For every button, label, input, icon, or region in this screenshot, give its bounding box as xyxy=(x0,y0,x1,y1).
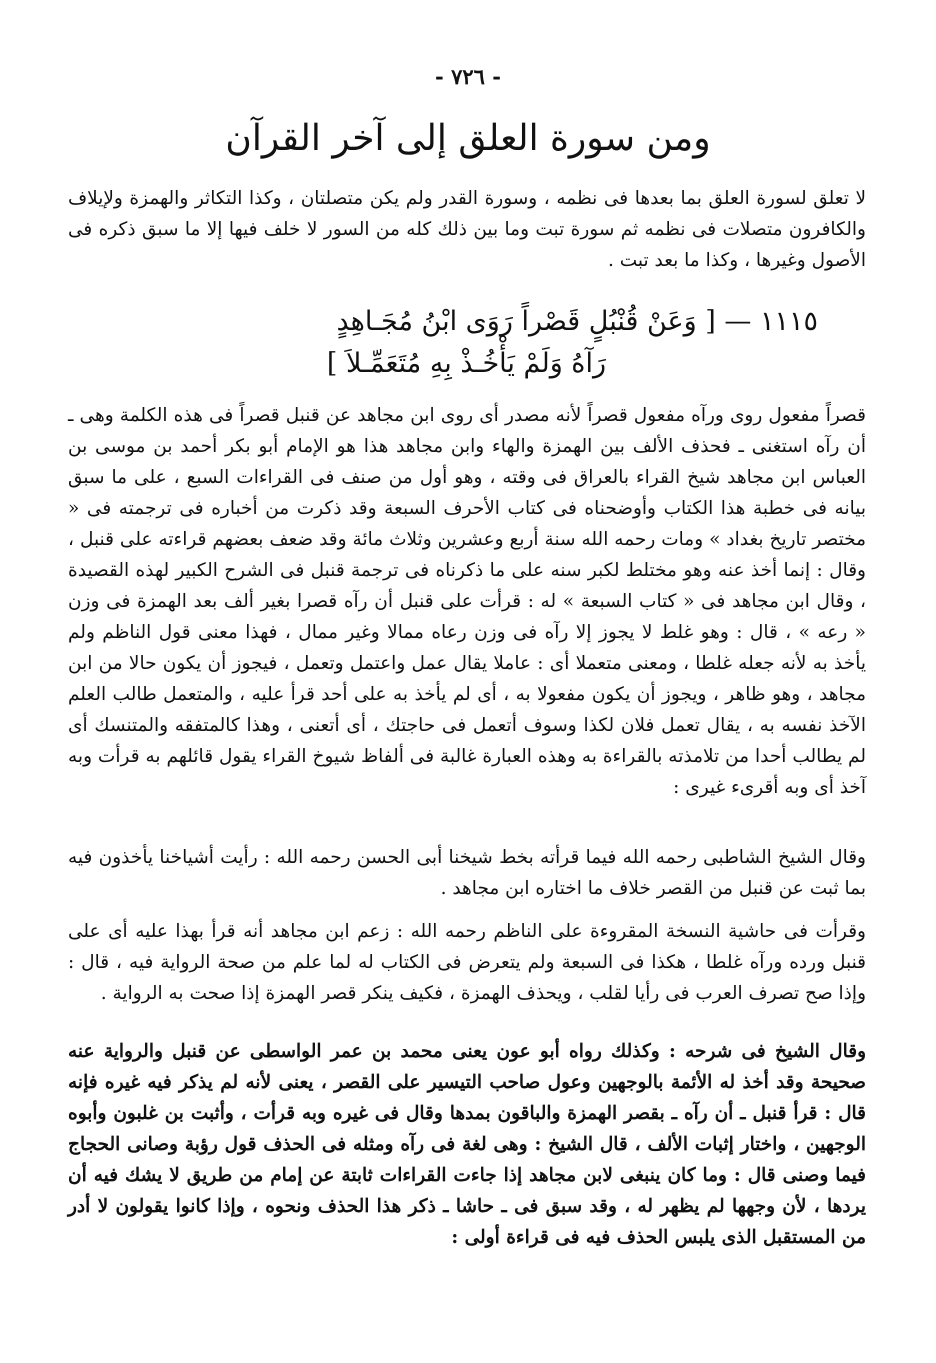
chapter-title: ومن سورة العلق إلى آخر القرآن xyxy=(225,118,711,159)
verse-line-1: ١١١٥ — [ وَعَنْ قُنْبُلٍ قَصْراً رَوَى ابْنُ مُجَـاهِدٍ xyxy=(336,306,818,337)
page-number: - ٧٢٦ - xyxy=(435,64,501,89)
commentary-paragraph: قصراً مفعول روى ورآه مفعول قصراً لأنه مصدر أى روى ابن مجاهد عن قنبل قصراً فى هذه الكلمة وهى ـ أن رآه استغنى ـ فحذف الألف بين الهمزة والهاء وابن مجاهد هذا هو الإمام أبو بكر أحمد بن موسى بن العباس ابن مجاهد شيخ القراء بالعراق فى وقته ، وهو أول من صنف فى القراءات السبع ، على ما سبق بيانه فى خطبة هذا الكتاب وأوضحناه فى كتاب الأحرف السبعة وقد ذكرت من أخباره فى ترجمته فى « مختصر تاريخ بغداد » ومات رحمه الله سنة أربع وعشرين وثلاث مائة وقد ضعف بعضهم قراءته على قنبل ، وقال : إنما أخذ عنه وهو مختلط لكبر سنه على ما ذكرناه فى ترجمة قنبل فى الشرح الكبير لهذه القصيدة ، وقال ابن مجاهد فى « كتاب السبعة » له : قرأت على قنبل أن رآه قصرا بغير ألف بعد الهمزة فى وزن « رعه » ، قال : وهو غلط لا يجوز إلا رآه فى وزن رعاه ممالا وغير ممال ، فهذا معنى قول الناظم ولم يأخذ به لأنه جعله غلطا ، ومعنى متعملا أى : عاملا يقال عمل واعتمل وتعمل ، فيجوز أن يكون حالا من ابن مجاهد ، وهو ظاهر ، ويجوز أن يكون مفعولا به ، أى لم يأخذ به على أحد قرأ عليه ، والمتعمل طالب العلم الآخذ نفسه به ، يقال تعمل فلان لكذا وسوف أتعمل فى حاجتك ، أى أتعنى ، وهذا كالمتفقه والمتنسك أى لم يطالب أحدا من تلامذته بالقراءة به وهذه العبارة غالبة فى ألفاظ شيوخ القراء يقول قائلهم به قرأت وبه آخذ أى وبه أقرىء غيرى : xyxy=(68,405,866,798)
manuscript-note-paragraph: وقرأت فى حاشية النسخة المقروءة على الناظم رحمه الله : زعم ابن مجاهد أنه قرأ بهذا عليه أى على قنبل ورده ورآه غلطا ، هكذا فى السبعة ولم يتعرض فى الكتاب له لما علم من صحة الرواية فيه ، قال : وإذا صح تصرف العرب فى رأيا لقلب ، ويحذف الهمزة ، فكيف ينكر قصر الهمزة إذا صحت به الرواية . xyxy=(68,921,866,1004)
verse-line-2: رَآهُ وَلَمْ يَأْخُـذْ بِهِ مُتَعَمِّـلاَ ] xyxy=(326,348,606,379)
intro-paragraph: لا تعلق لسورة العلق بما بعدها فى نظمه ، وسورة القدر ولم يكن متصلتان ، وكذا التكاثر والهمزة ولإيلاف والكافرون متصلات فى نظمه ثم سورة تبت وما بين ذلك كله من السور لا خلف فيها إلا ما سبق ذكره فى الأصول وغيرها ، وكذا ما بعد تبت . xyxy=(68,188,866,271)
sheikh-commentary-paragraph: وقال الشيخ فى شرحه : وكذلك رواه أبو عون يعنى محمد بن عمر الواسطى عن قنبل والرواية عنه صحيحة وقد أخذ له الأئمة بالوجهين وعول صاحب التيسير على القصر ، يعنى لأنه لم يذكر فيه غيره فإنه قال : قرأ قنبل ـ أن رآه ـ بقصر الهمزة والباقون بمدها وقال فى غيره وبه قرأت ، وأثبت بن غلبون وأبوه الوجهين ، واختار إثبات الألف ، قال الشيخ : وهى لغة فى رآه ومثله فى الحذف قول رؤبة وصانى الحجاج فيما وصنى قال : وما كان ينبغى لابن مجاهد إذا جاءت القراءات ثابتة عن إمام من طريق لا يشك فيه أن يردها ، لأن وجهها لم يظهر له ، وقد سبق فى ـ حاشا ـ ذكر هذا الحذف ونحوه ، وإذا كانوا يقولون لا أدر من المستقبل الذى يلبس الحذف فيه فى قراءة أولى : xyxy=(68,1041,866,1248)
shatibi-quote-paragraph: وقال الشيخ الشاطبى رحمه الله فيما قرأته بخط شيخنا أبى الحسن رحمه الله : رأيت أشياخنا يأخذون فيه بما ثبت عن قنبل من القصر خلاف ما اختاره ابن مجاهد . xyxy=(68,847,866,899)
